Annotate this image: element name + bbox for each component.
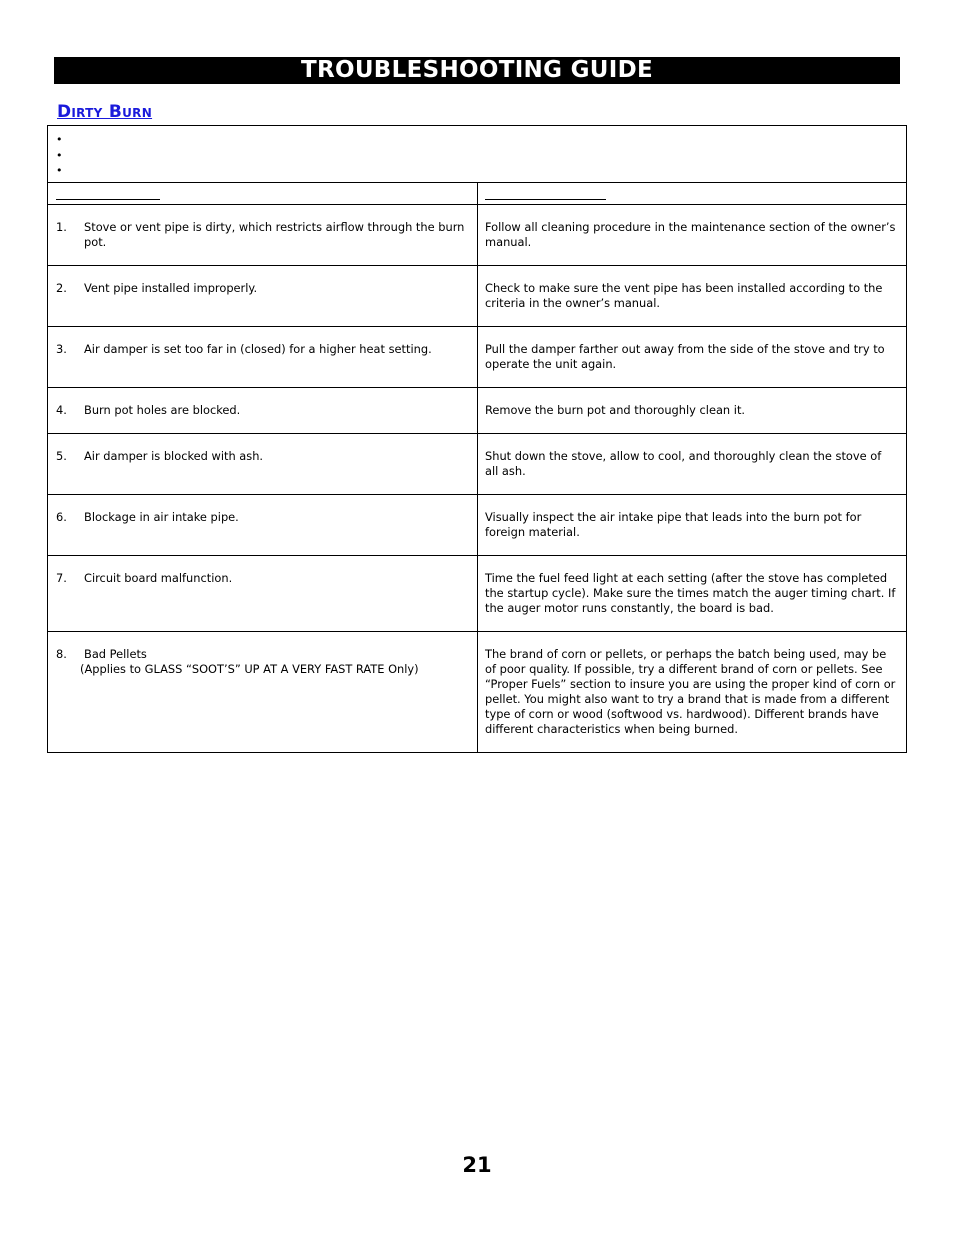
table-row bbox=[48, 556, 906, 632]
table-row bbox=[48, 388, 906, 434]
row-number: 1. bbox=[56, 220, 67, 234]
solution-cell: Shut down the stove, allow to cool, and thoroughly clean the stove of all ash. bbox=[485, 449, 882, 478]
cause-cell bbox=[48, 495, 478, 555]
table-header-row bbox=[48, 183, 906, 205]
row-number: 6. bbox=[56, 510, 67, 524]
solution-cell: The brand of corn or pellets, or perhaps the batch being used, may be of poor quality. If possible, try a different brand of corn or pellets. See “Proper Fuels” section to insure you are using the proper kind of corn or pellet. You might also want to try a brand that is made from a different type of corn or wood (softwood vs. hardwood). Different brands have different characteristics when being burned. bbox=[485, 647, 896, 736]
cause-cell bbox=[48, 556, 478, 631]
row-number: 4. bbox=[56, 403, 67, 417]
cause-text: Air damper is set too far in (closed) for a higher heat setting. bbox=[84, 342, 432, 356]
cause-text: Stove or vent pipe is dirty, which restricts airflow through the burn pot. bbox=[84, 220, 465, 249]
solution-cell: Pull the damper farther out away from the side of the stove and try to operate the unit again. bbox=[485, 342, 885, 371]
troubleshooting-table bbox=[47, 125, 907, 753]
cause-column-header bbox=[48, 183, 478, 204]
symptom-bullet-list bbox=[48, 126, 906, 183]
solution-cell: Visually inspect the air intake pipe that leads into the burn pot for foreign material. bbox=[485, 510, 862, 539]
table-row bbox=[48, 495, 906, 556]
cause-cell bbox=[48, 327, 478, 387]
header-underline bbox=[485, 199, 606, 200]
page-banner-title: TROUBLESHOOTING GUIDE bbox=[54, 57, 900, 84]
cause-cell bbox=[48, 266, 478, 326]
table-row bbox=[48, 266, 906, 327]
cause-cell bbox=[48, 632, 478, 752]
bullet-item: • bbox=[56, 164, 63, 177]
solution-cell: Remove the burn pot and thoroughly clean it. bbox=[485, 403, 746, 417]
cause-cell bbox=[48, 434, 478, 494]
cause-text: Vent pipe installed improperly. bbox=[84, 281, 258, 295]
header-underline bbox=[56, 199, 160, 200]
table-row bbox=[48, 632, 906, 752]
row-number: 8. bbox=[56, 647, 67, 661]
cause-text: Circuit board malfunction. bbox=[84, 571, 233, 585]
row-number: 5. bbox=[56, 449, 67, 463]
cause-text: Air damper is blocked with ash. bbox=[84, 449, 264, 463]
row-number: 3. bbox=[56, 342, 67, 356]
cause-cell bbox=[48, 205, 478, 265]
solution-cell: Follow all cleaning procedure in the maintenance section of the owner’s manual. bbox=[485, 220, 896, 249]
cause-note: (Applies to GLASS “SOOT’S” UP AT A VERY FAST RATE Only) bbox=[80, 662, 419, 676]
cause-text: Burn pot holes are blocked. bbox=[84, 403, 241, 417]
cause-text: Bad Pellets bbox=[84, 647, 147, 661]
section-title: Dirty Burn bbox=[57, 102, 153, 122]
page-number: 21 bbox=[462, 1153, 492, 1177]
solution-cell: Time the fuel feed light at each setting (after the stove has completed the startup cycle). Make sure the times match the auger timing chart. If the auger motor runs constantly, the board is bad. bbox=[485, 571, 896, 615]
table-row bbox=[48, 327, 906, 388]
solution-column-header bbox=[478, 183, 906, 204]
row-number: 7. bbox=[56, 571, 67, 585]
bullet-item: • bbox=[56, 148, 63, 162]
table-row bbox=[48, 205, 906, 266]
row-number: 2. bbox=[56, 281, 67, 295]
table-row bbox=[48, 434, 906, 495]
solution-cell: Check to make sure the vent pipe has been installed according to the criteria in the owner’s manual. bbox=[485, 281, 883, 310]
cause-cell bbox=[48, 388, 478, 433]
bullet-item: • bbox=[56, 133, 63, 146]
cause-text: Blockage in air intake pipe. bbox=[84, 510, 239, 524]
